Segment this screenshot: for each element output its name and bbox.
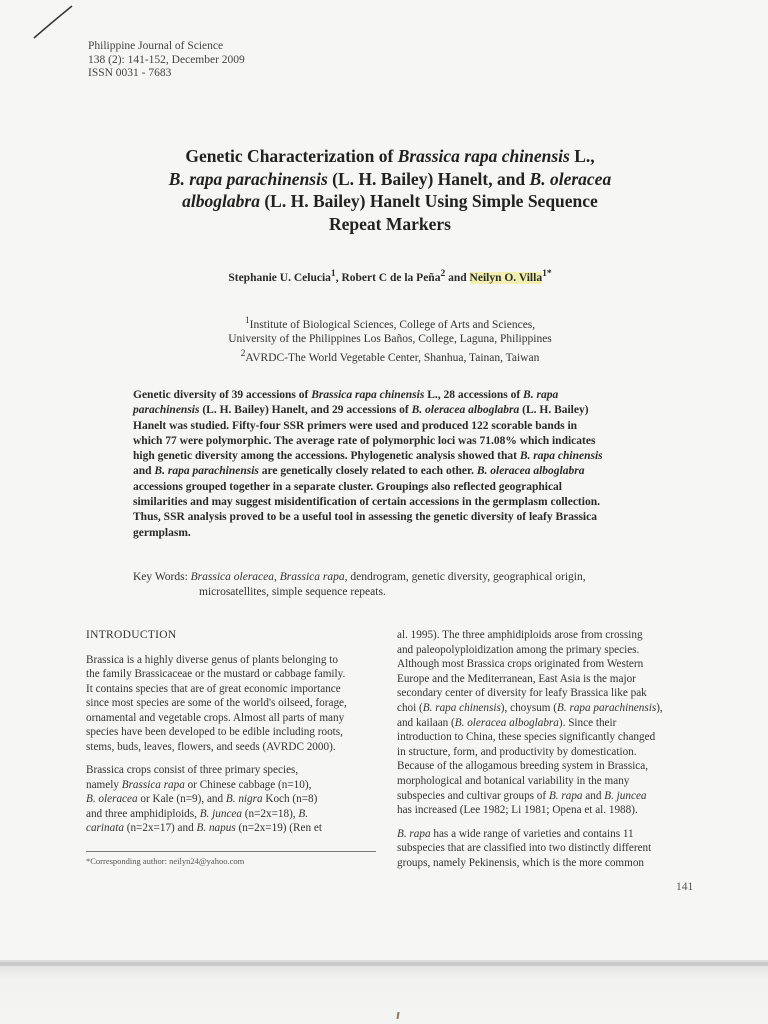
- journal-name: Philippine Journal of Science: [88, 40, 224, 52]
- paper-title: Genetic Characterization of Brassica rapa chinensis L., B. rapa parachinensis (L. H. Bailey) Hanelt, and B. oleracea alboglabra (L. H. Bailey) Hanelt Using Simple Sequence Repeat Markers: [168, 146, 612, 234]
- page-number: 141: [676, 881, 694, 893]
- keywords: Key Words: Brassica oleracea, Brassica rapa, dendrogram, genetic diversity, geographical origin, microsatellites, simple sequence repeats.: [133, 571, 586, 598]
- author-3: Neilyn O. Villa: [469, 271, 543, 284]
- left-column: [86, 628, 376, 836]
- right-column: [397, 628, 693, 871]
- journal-issue: 138 (2): 141-152, December 2009: [88, 53, 245, 66]
- journal-header: [88, 40, 245, 81]
- footnote: *Corresponding author: neilyn24@yahoo.com: [86, 856, 245, 866]
- paragraph: Brassica is a highly diverse genus of plants belonging to the family Brassicaceae or the mustard or cabbage family. It contains species that are of great economic importance since most species are some of the world's oilseed, forage, ornamental and vegetable crops. Almost all parts of many species have been developed to be edible including roots, stems, buds, leaves, flowers, and seeds (AVRDC 2000).: [86, 653, 347, 753]
- section-heading: INTRODUCTION: [86, 629, 177, 641]
- pen-mark-icon: [30, 2, 78, 42]
- affiliations: $^1$Institute of Biological Sciences, College of Arts and Sciences, University of the Philippines Los Baños, College, Laguna, Philippines $^2$AVRDC-The World Vegetable Center, Shanhua, Tainan, Taiwan: [228, 315, 552, 364]
- paragraph: Brassica crops consist of three primary species, namely Brassica rapa or Chinese cabbage (n=10), B. oleracea or Kale (n=9), and B. nigra Koch (n=8) and three amphidiploids, B. juncea (n=2x=18), B. carinata (n=2x=17) and B. napus (n=2x=19) (Ren et: [86, 764, 322, 834]
- footnote-divider: [86, 851, 376, 852]
- scan-bottom-margin: [0, 960, 768, 1024]
- scan-edge: [0, 962, 768, 966]
- author-list: Stephanie U. Celucia$^1$, Robert C de la Peña$^2$ and Neilyn O. Villa$^{1*}$: [228, 268, 552, 284]
- journal-issn: ISSN 0031 - 7683: [88, 67, 172, 79]
- paragraph: al. 1995). The three amphidiploids arose from crossing and paleopolyploidization among the primary species. Although most Brassica crops originated from Western Europe and the Mediterranean, East Asia is the major secondary center of diversity for leafy Brassica like pak choi (B. rapa chinensis), choysum (B. rapa parachinensis), and kailaan (B. oleracea alboglabra). Since their introduction to China, these species significantly changed in structure, form, and productivity by domestication. Because of the allogamous breeding system in Brassica, morphological and botanical variability in the many subspecies and cultivar groups of B. rapa and B. juncea has increased (Lee 1982; Li 1981; Opena et al. 1988).: [397, 629, 663, 817]
- paragraph: B. rapa has a wide range of varieties and contains 11 subspecies that are classified into two distinctly different groups, namely Pekinensis, which is the more common: [397, 827, 652, 869]
- abstract: Genetic diversity of 39 accessions of Brassica rapa chinensis L., 28 accessions of B. rapa parachinensis (L. H. Bailey) Hanelt, and 29 accessions of B. oleracea alboglabra (L. H. Bailey) Hanelt was studied. Fifty-four SSR primers were used and produced 122 scorable bands in which 77 were polymorphic. The average rate of polymorphic loci was 71.08% which indicates high genetic diversity among the accessions. Phylogenetic analysis showed that B. rapa chinensis and B. rapa parachinensis are genetically closely related to each other. B. oleracea alboglabra accessions grouped together in a separate cluster. Groupings also reflected geographical similarities and may suggest misidentification of certain accessions in the germplasm collection. Thus, SSR analysis proved to be a useful tool in assessing the genetic diversity of leafy Brassica germplasm.: [133, 389, 603, 539]
- author-1: Stephanie U. Celucia: [228, 271, 331, 284]
- author-2: Robert C de la Peña: [341, 271, 441, 284]
